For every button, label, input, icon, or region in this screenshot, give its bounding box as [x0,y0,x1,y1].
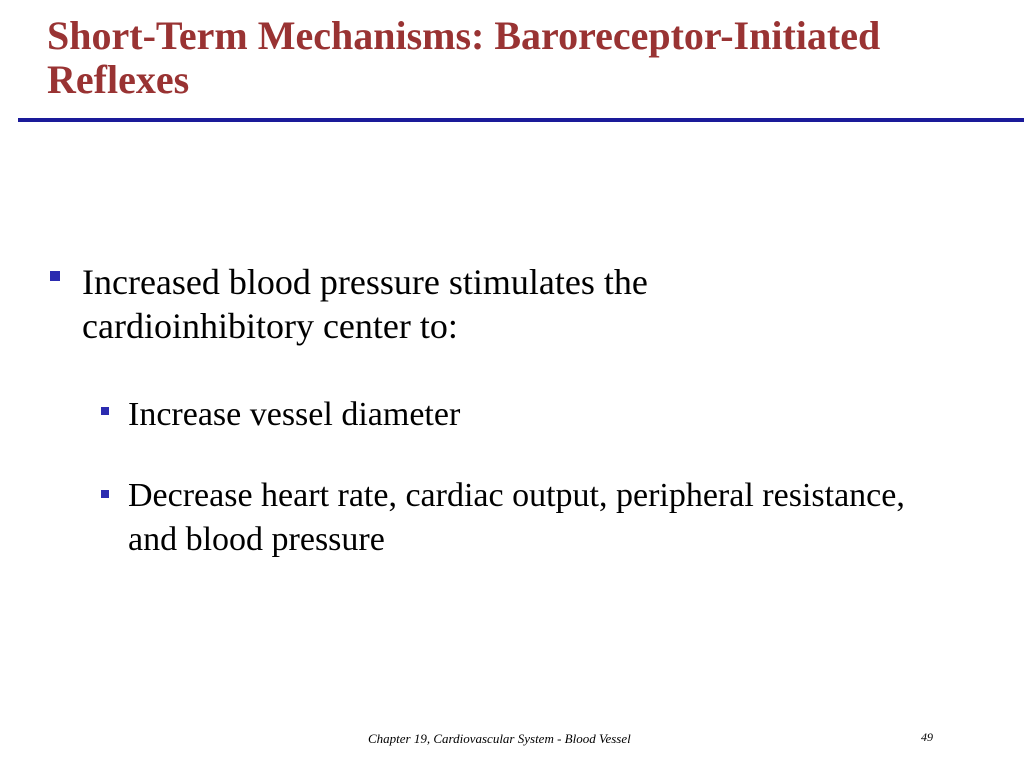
square-bullet-icon [101,407,109,415]
square-bullet-icon [101,490,109,498]
bullet-text: Increased blood pressure stimulates the cardioinhibitory center to: [82,262,648,346]
page-number: 49 [921,730,933,744]
sub-bullet-text: Decrease heart rate, cardiac output, peripheral resistance, and blood pressure [128,477,905,558]
square-bullet-icon [50,271,60,281]
slide-title: Short-Term Mechanisms: Baroreceptor-Initiated Reflexes [47,13,881,102]
sub-bullet-text: Increase vessel diameter [128,396,461,433]
slide-footer: Chapter 19, Cardiovascular System - Blood Vessel [368,731,631,746]
